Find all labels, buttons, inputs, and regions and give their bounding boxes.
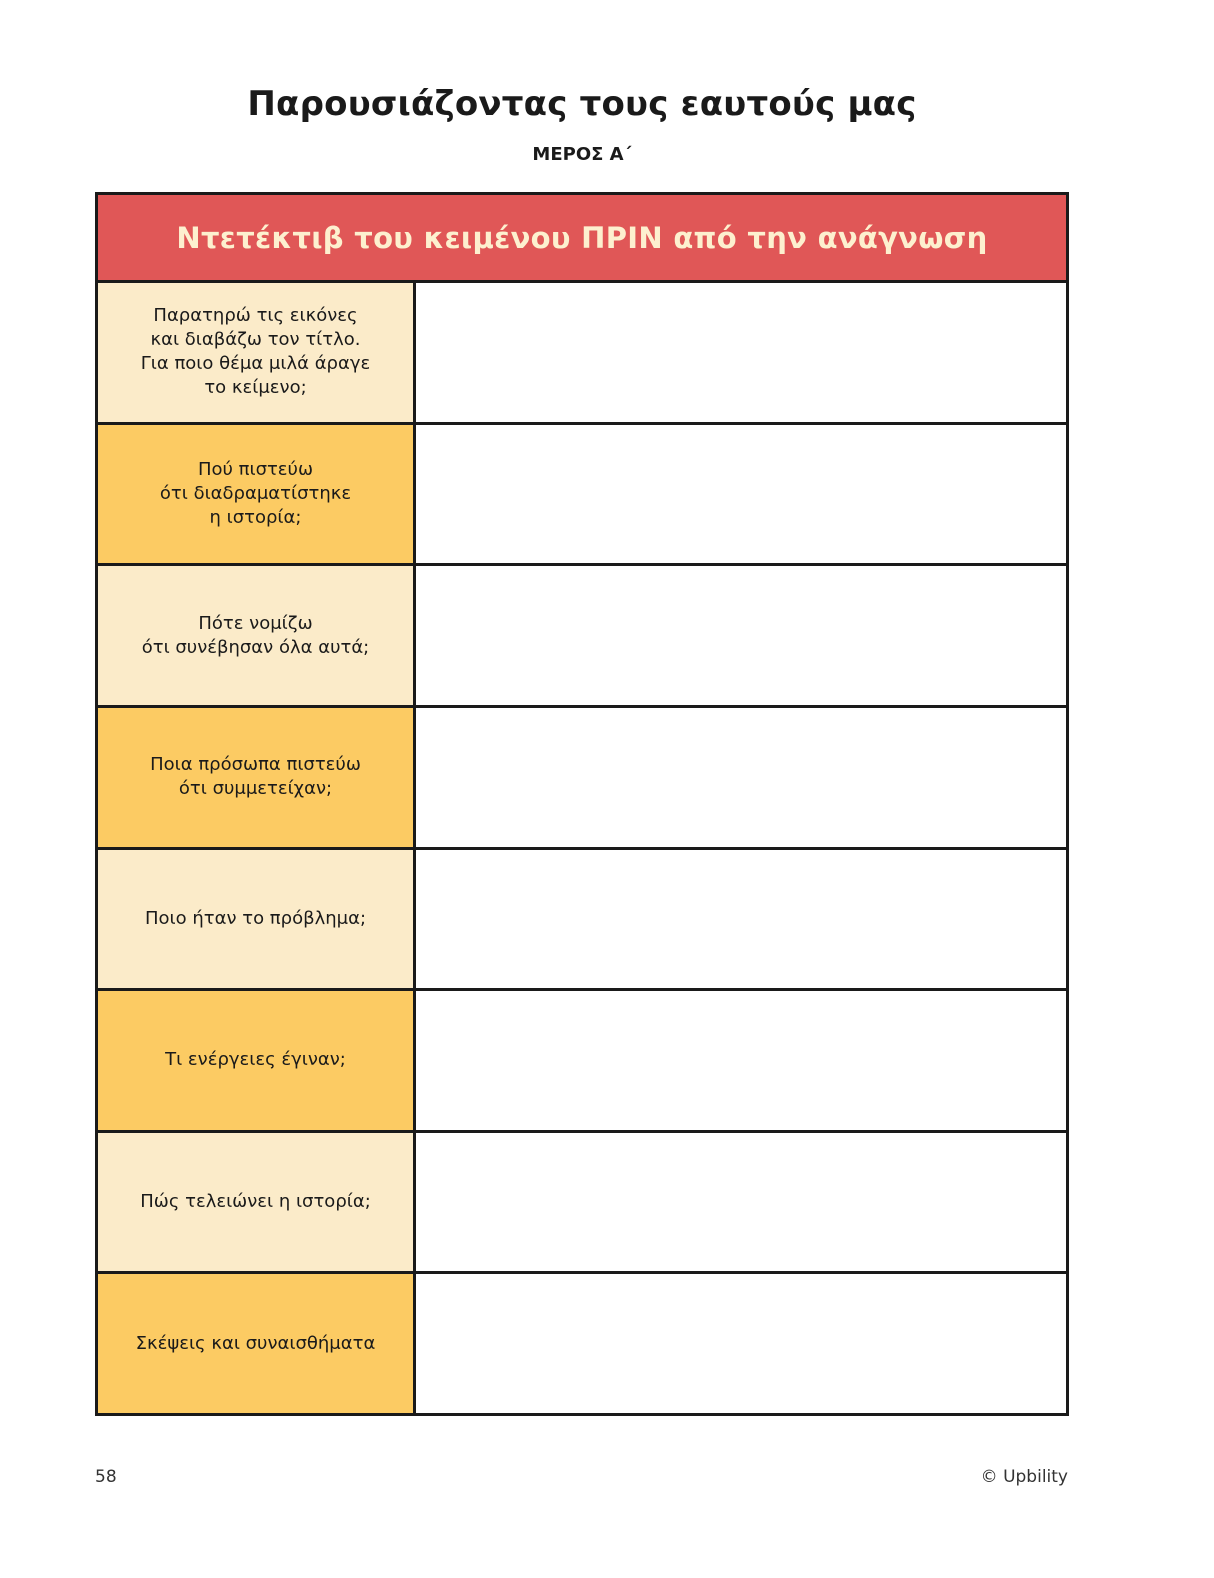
answer-box[interactable] (416, 283, 1066, 422)
row-prompt: Σκέψεις και συναισθήματα (98, 1274, 416, 1413)
page-title: Παρουσιάζοντας τους εαυτούς μας (247, 84, 917, 124)
worksheet-row (98, 566, 1066, 708)
copyright-notice: © Upbility (980, 1467, 1068, 1487)
row-prompt: Παρατηρώ τις εικόνες και διαβάζω τον τίτλο. Για ποιο θέμα μιλά άραγε το κείμενο; (98, 283, 416, 422)
answer-box[interactable] (416, 1133, 1066, 1272)
answer-box[interactable] (416, 708, 1066, 847)
row-prompt: Πότε νομίζω ότι συνέβησαν όλα αυτά; (98, 566, 416, 705)
worksheet-row (98, 708, 1066, 850)
worksheet-row (98, 283, 1066, 425)
worksheet-header: Ντετέκτιβ του κειμένου ΠΡΙΝ από την ανάγνωση (98, 195, 1066, 283)
worksheet-row (98, 850, 1066, 992)
answer-box[interactable] (416, 850, 1066, 989)
page-number: 58 (95, 1467, 117, 1487)
answer-box[interactable] (416, 566, 1066, 705)
row-prompt: Τι ενέργειες έγιναν; (98, 991, 416, 1130)
row-prompt: Ποιο ήταν το πρόβλημα; (98, 850, 416, 989)
answer-box[interactable] (416, 991, 1066, 1130)
worksheet-row (98, 991, 1066, 1133)
page-subtitle: ΜΕΡΟΣ Α΄ (532, 144, 632, 165)
row-prompt: Πού πιστεύω ότι διαδραματίστηκε η ιστορία; (98, 425, 416, 564)
row-prompt: Πώς τελειώνει η ιστορία; (98, 1133, 416, 1272)
row-prompt: Ποια πρόσωπα πιστεύω ότι συμμετείχαν; (98, 708, 416, 847)
worksheet-row (98, 425, 1066, 567)
worksheet-row (98, 1133, 1066, 1275)
worksheet-table (95, 192, 1069, 1416)
answer-box[interactable] (416, 425, 1066, 564)
answer-box[interactable] (416, 1274, 1066, 1413)
worksheet-row (98, 1274, 1066, 1413)
